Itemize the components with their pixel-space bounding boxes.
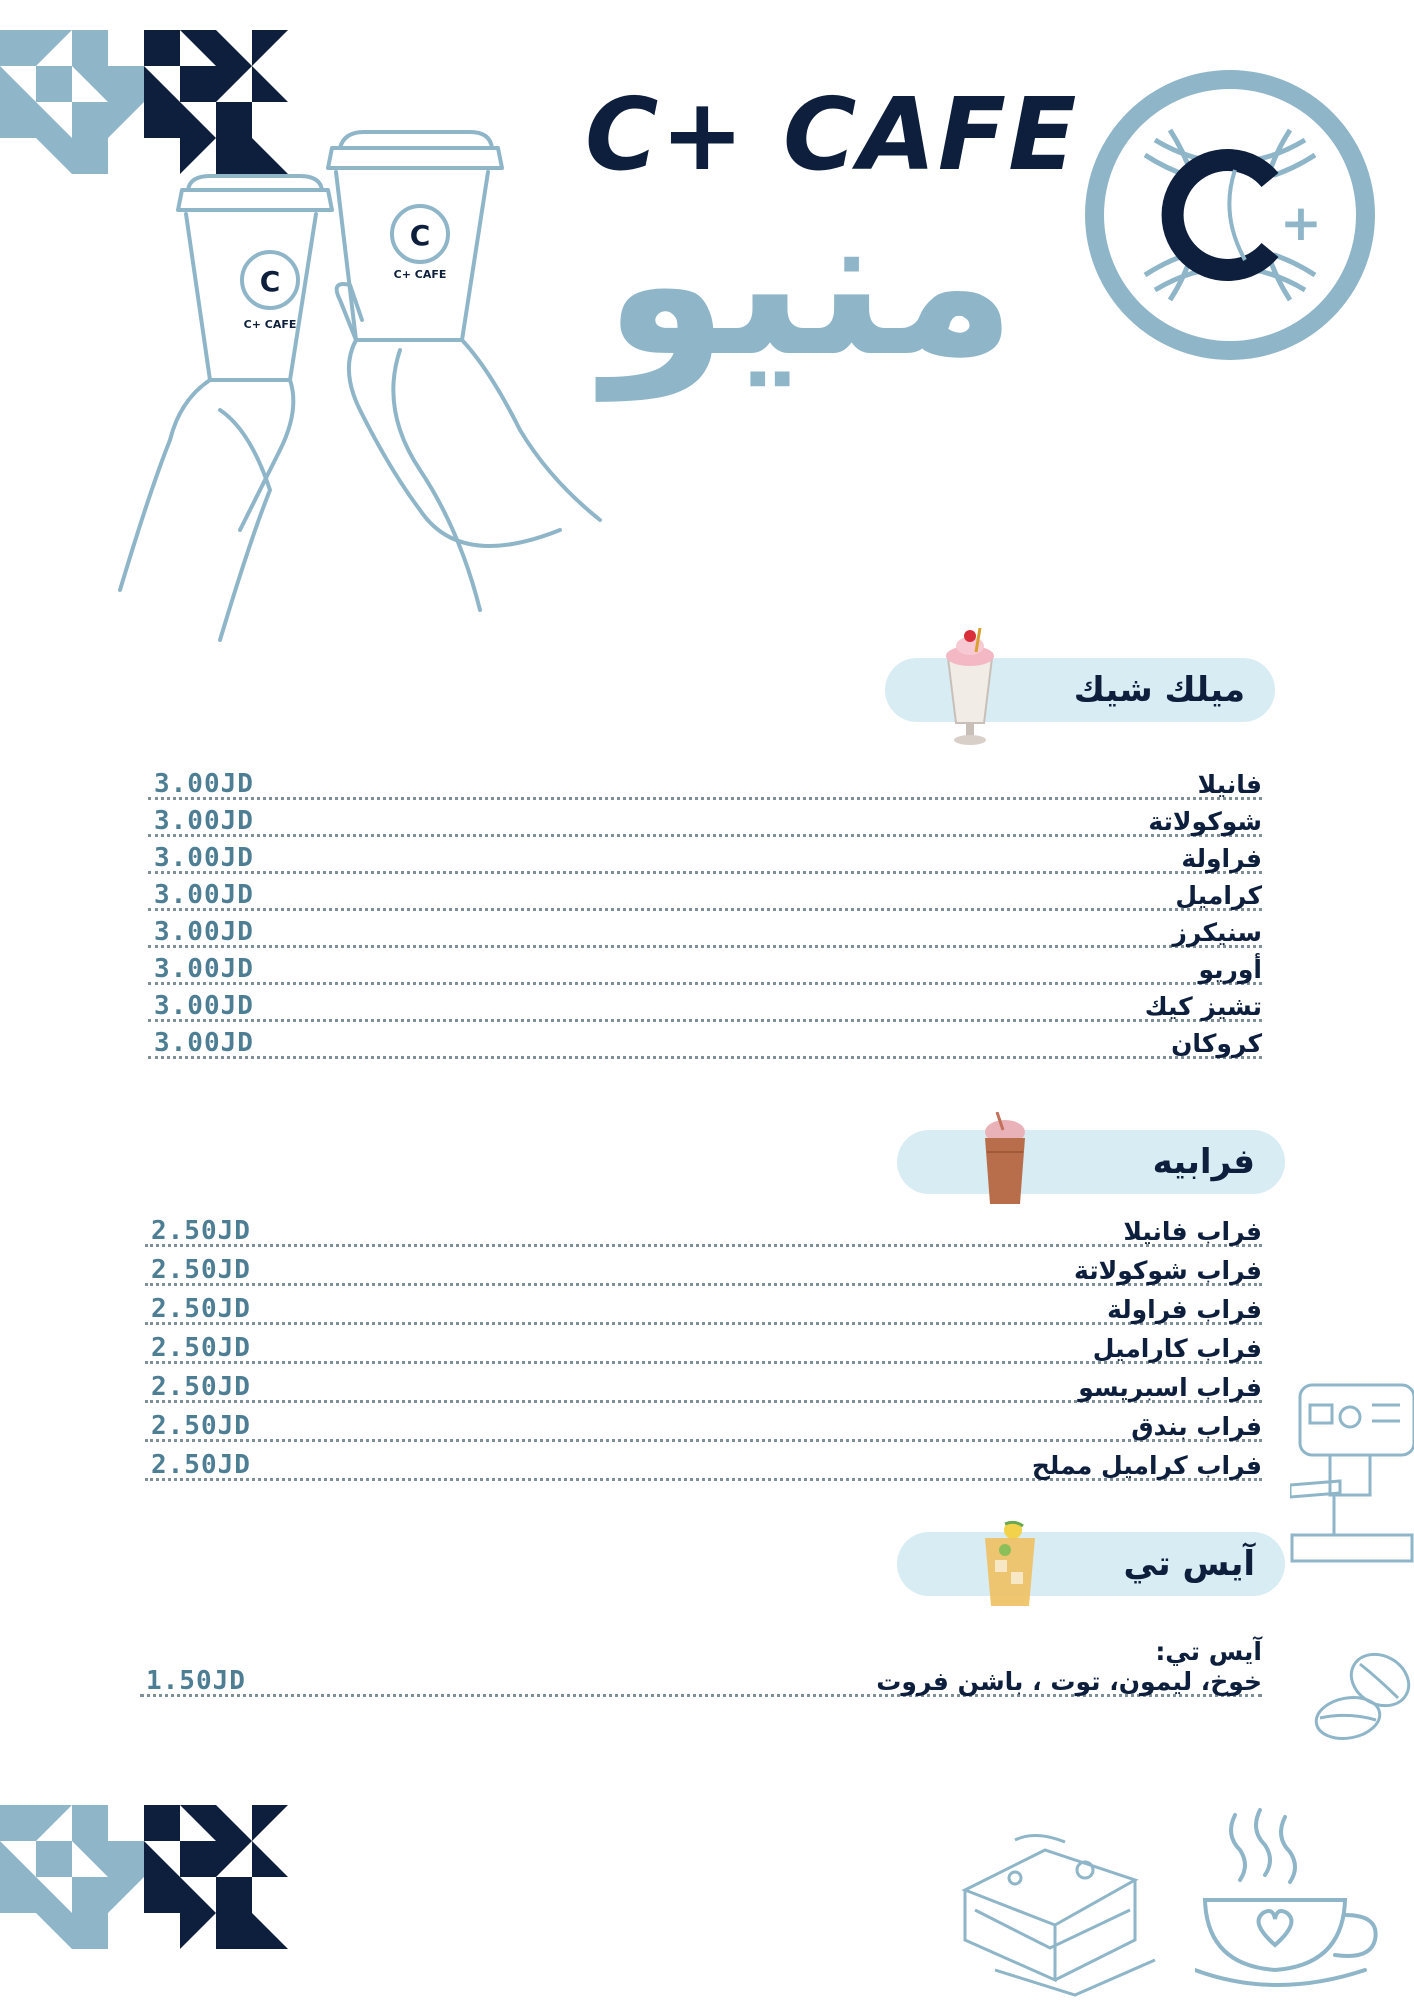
menu-row-icetea xyxy=(140,1660,1262,1697)
item-name-icetea: خوخ، ليمون، توت ، باشن فروت xyxy=(876,1667,1262,1696)
item-name: فانيلا xyxy=(1197,770,1262,799)
item-name: أوريو xyxy=(1198,955,1262,984)
menu-row xyxy=(148,837,1262,874)
item-name: فراب فانيلا xyxy=(1123,1217,1262,1246)
item-price: 2.50JD xyxy=(151,1216,251,1246)
checker-pattern-bottom xyxy=(0,1805,300,1955)
menu-title: منيو xyxy=(603,168,1017,401)
menu-row xyxy=(148,874,1262,911)
item-price: 3.00JD xyxy=(154,954,254,984)
menu-row xyxy=(145,1444,1262,1481)
menu-row xyxy=(145,1210,1262,1247)
item-price: 2.50JD xyxy=(151,1450,251,1480)
menu-row xyxy=(148,1022,1262,1059)
coffee-cup-doodle xyxy=(1195,1805,1385,2000)
item-price-icetea: 1.50JD xyxy=(146,1666,246,1696)
svg-text:C: C xyxy=(409,219,431,252)
section-title-frappe: فرابيه xyxy=(1152,1142,1255,1182)
item-name: فراب شوكولاتة xyxy=(1074,1256,1262,1285)
cup-label-left: C+ CAFE xyxy=(243,318,297,331)
item-price: 3.00JD xyxy=(154,880,254,910)
item-price: 3.00JD xyxy=(154,1028,254,1058)
item-price: 3.00JD xyxy=(154,769,254,799)
item-price: 3.00JD xyxy=(154,843,254,873)
item-price: 3.00JD xyxy=(154,917,254,947)
iced-tea-icon xyxy=(975,1520,1045,1610)
item-name: فراب كاراميل xyxy=(1092,1334,1262,1363)
item-name: فراب فراولة xyxy=(1107,1295,1262,1324)
menu-row xyxy=(145,1327,1262,1364)
item-name: كروكان xyxy=(1171,1029,1262,1058)
section-header-icetea xyxy=(897,1532,1285,1596)
item-price: 2.50JD xyxy=(151,1294,251,1324)
section-header-frappe xyxy=(897,1130,1285,1194)
cup-label-right: C+ CAFE xyxy=(393,268,447,281)
menu-row xyxy=(145,1405,1262,1442)
item-name: شوكولاتة xyxy=(1148,807,1262,836)
item-name: فراب كراميل مملح xyxy=(1031,1451,1262,1480)
menu-row xyxy=(145,1288,1262,1325)
menu-row xyxy=(148,763,1262,800)
frappe-icon xyxy=(975,1112,1035,1207)
svg-text:C: C xyxy=(259,265,281,298)
menu-row xyxy=(148,948,1262,985)
section-title-icetea: آيس تي xyxy=(1123,1544,1255,1584)
svg-text:+: + xyxy=(1280,194,1322,252)
coffee-beans-doodle xyxy=(1310,1640,1414,1750)
item-price: 2.50JD xyxy=(151,1411,251,1441)
menu-row xyxy=(148,911,1262,948)
icetea-label: آيس تي: xyxy=(1155,1637,1262,1666)
cafe-logo xyxy=(1075,60,1385,370)
item-name: سنيكرز xyxy=(1172,918,1262,947)
section-title-milkshake: ميلك شيك xyxy=(1073,670,1245,710)
item-price: 2.50JD xyxy=(151,1255,251,1285)
menu-row xyxy=(145,1366,1262,1403)
milkshake-icon xyxy=(940,628,1000,748)
hands-holding-cups-illustration xyxy=(100,110,640,650)
item-price: 2.50JD xyxy=(151,1333,251,1363)
item-name: فراولة xyxy=(1181,844,1262,873)
item-name: فراب بندق xyxy=(1131,1412,1262,1441)
menu-row xyxy=(148,800,1262,837)
menu-row xyxy=(148,985,1262,1022)
item-price: 3.00JD xyxy=(154,806,254,836)
brand-title: C+ CAFE xyxy=(585,76,1079,193)
item-name: تشيز كيك xyxy=(1144,992,1262,1021)
cake-doodle xyxy=(955,1830,1175,2000)
item-price: 3.00JD xyxy=(154,991,254,1021)
item-name: كراميل xyxy=(1175,881,1262,910)
coffee-machine-doodle xyxy=(1290,1375,1414,1575)
menu-row xyxy=(145,1249,1262,1286)
item-price: 2.50JD xyxy=(151,1372,251,1402)
item-name: فراب اسبريسو xyxy=(1078,1373,1262,1402)
